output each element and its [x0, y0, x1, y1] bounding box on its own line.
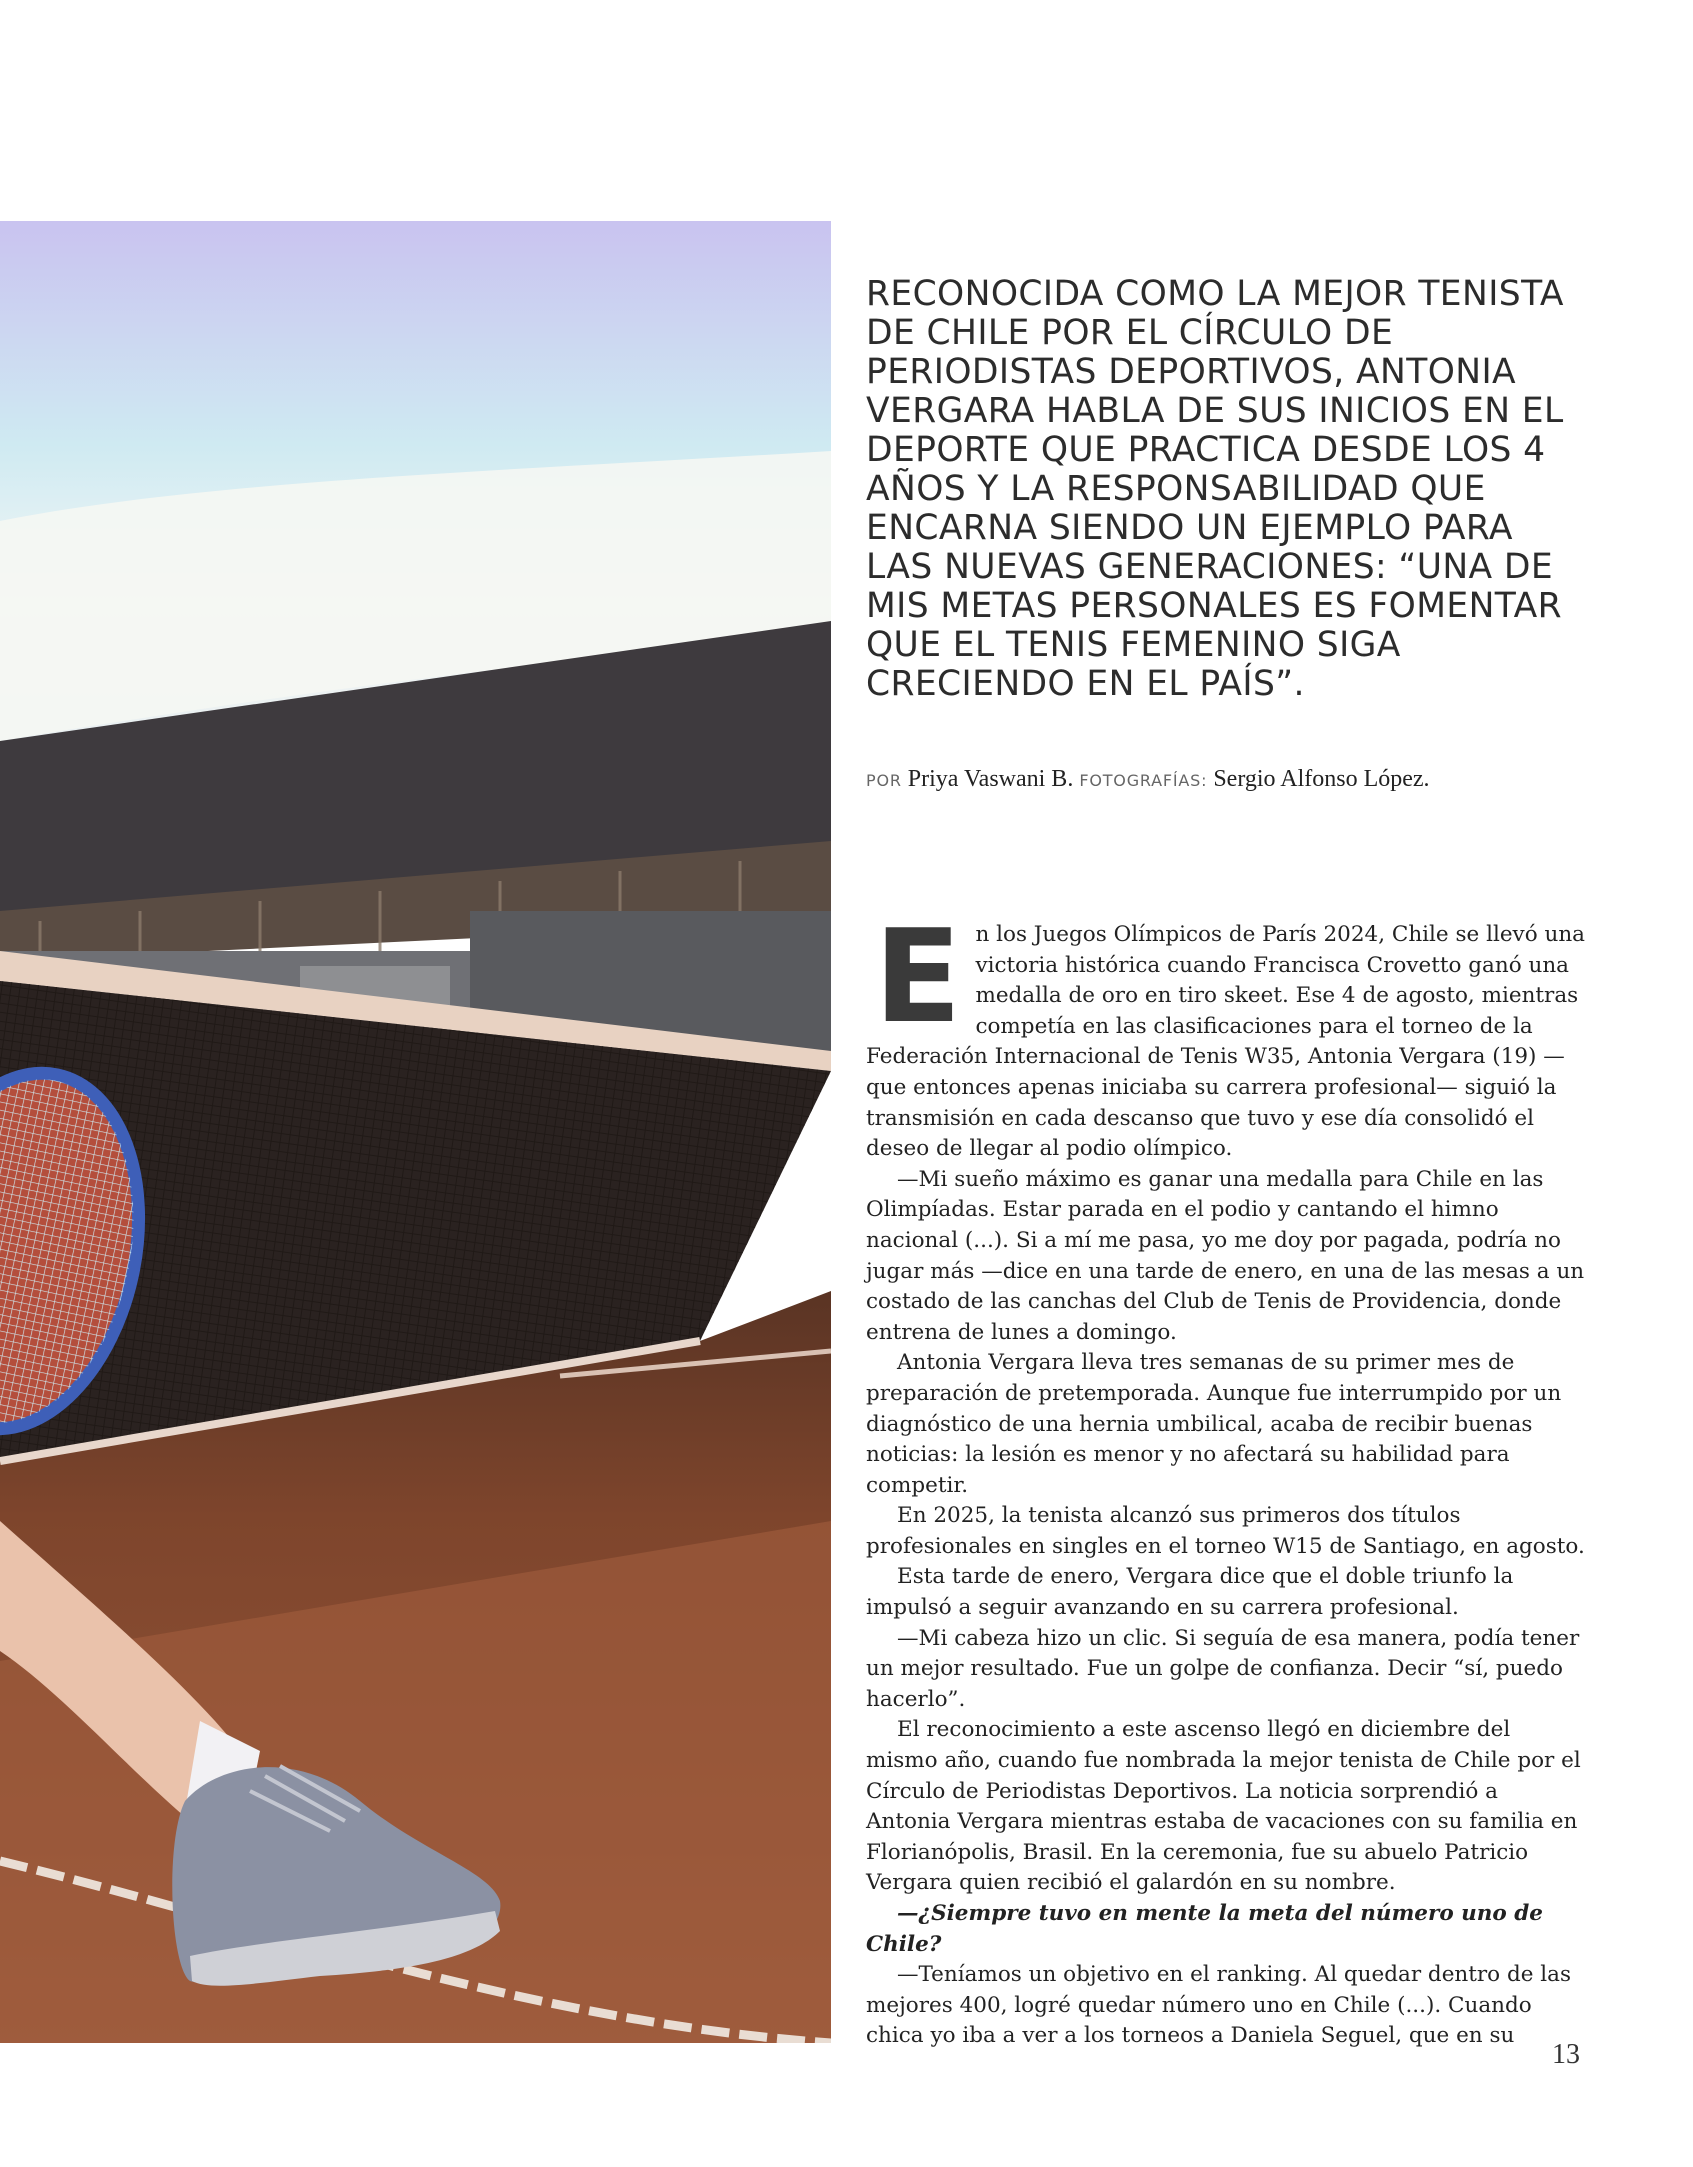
paragraph-2: —Mi sueño máximo es ganar una medalla para Chile en las Olimpíadas. Estar parada en el podio y cantando el himno nacional (...). Si a mí me pasa, yo me doy por pagada, podría no jugar más —dice en una tarde de enero, en una de las mesas a un costado de las canchas del Club de Tenis de Providencia, donde entrena de lunes a domingo. [866, 1166, 1585, 1345]
interview-question: —¿Siempre tuvo en mente la meta del número uno de Chile? [866, 1901, 1543, 1957]
page-number: 13 [1552, 2039, 1580, 2070]
paragraph-6: —Mi cabeza hizo un clic. Si seguía de esa manera, podía tener un mejor resultado. Fue un golpe de confianza. Decir “sí, puedo hacerlo”. [866, 1625, 1580, 1712]
by-label: POR [866, 771, 902, 790]
photo-label: FOTOGRAFÍAS: [1079, 771, 1208, 790]
paragraph-7: El reconocimiento a este ascenso llegó en diciembre del mismo año, cuando fue nombrada la mejor tenista de Chile por el Círculo de Periodistas Deportivos. La noticia sorprendió a Antonia Vergara mientras estaba de vacaciones con su familia en Florianópolis, Brasil. En la ceremonia, fue su abuelo Patricio Vergara quien recibió el galardón en su nombre. [866, 1717, 1581, 1896]
paragraph-3: Antonia Vergara lleva tres semanas de su primer mes de preparación de pretemporada. Aunque fue interrumpido por un diagnóstico de una hernia umbilical, acaba de recibir buenas noticias: la lesión es menor y no afectará su habilidad para competir. [866, 1350, 1562, 1498]
tennis-court-illustration [0, 221, 831, 2043]
article-credits [866, 766, 1646, 793]
author-name: Priya Vaswani B. [907, 766, 1074, 792]
paragraph-4: En 2025, la tenista alcanzó sus primeros dos títulos profesionales en singles en el torneo W15 de Santiago, en agosto. [866, 1503, 1585, 1559]
paragraph-9: —Teníamos un objetivo en el ranking. Al quedar dentro de las mejores 400, logré quedar número uno en Chile (...). Cuando chica yo iba a ver a los torneos a Daniela Seguel, que en su [866, 1962, 1572, 2049]
paragraph-5: Esta tarde de enero, Vergara dice que el doble triunfo la impulsó a seguir avanzando en su carrera profesional. [866, 1564, 1514, 1621]
paragraph-1-text: n los Juegos Olímpicos de París 2024, Chile se llevó una victoria histórica cuando Francisca Crovetto ganó una medalla de oro en tiro skeet. Ese 4 de agosto, mientras competía en las clasificaciones para el torneo de la Federación Internacional de Tenis W35, Antonia Vergara (19) —que entonces apenas iniciaba su carrera profesional— siguió la transmisión en cada descanso que tuvo y ese día consolidó el deseo de llegar al podio olímpico. [866, 922, 1585, 1162]
photographer-name: Sergio Alfonso López. [1213, 766, 1430, 792]
article-lede: RECONOCIDA COMO LA MEJOR TENISTA DE CHILE POR EL CÍRCULO DE PERIODISTAS DEPORTIVOS, ANTONIA VERGARA HABLA DE SUS INICIOS EN EL DEPORTE QUE PRACTICA DESDE LOS 4 AÑOS Y LA RESPONSABILIDAD QUE ENCARNA SIENDO UN EJEMPLO PARA LAS NUEVAS GENERACIONES: “UNA DE MIS METAS PERSONALES ES FOMENTAR QUE EL TENIS FEMENINO SIGA CRECIENDO EN EL PAÍS”. [866, 274, 1564, 704]
tennis-photo [0, 221, 831, 2043]
article-body [866, 903, 1586, 2052]
drop-cap: E [874, 903, 962, 1052]
paragraph-1 [866, 903, 1586, 1165]
